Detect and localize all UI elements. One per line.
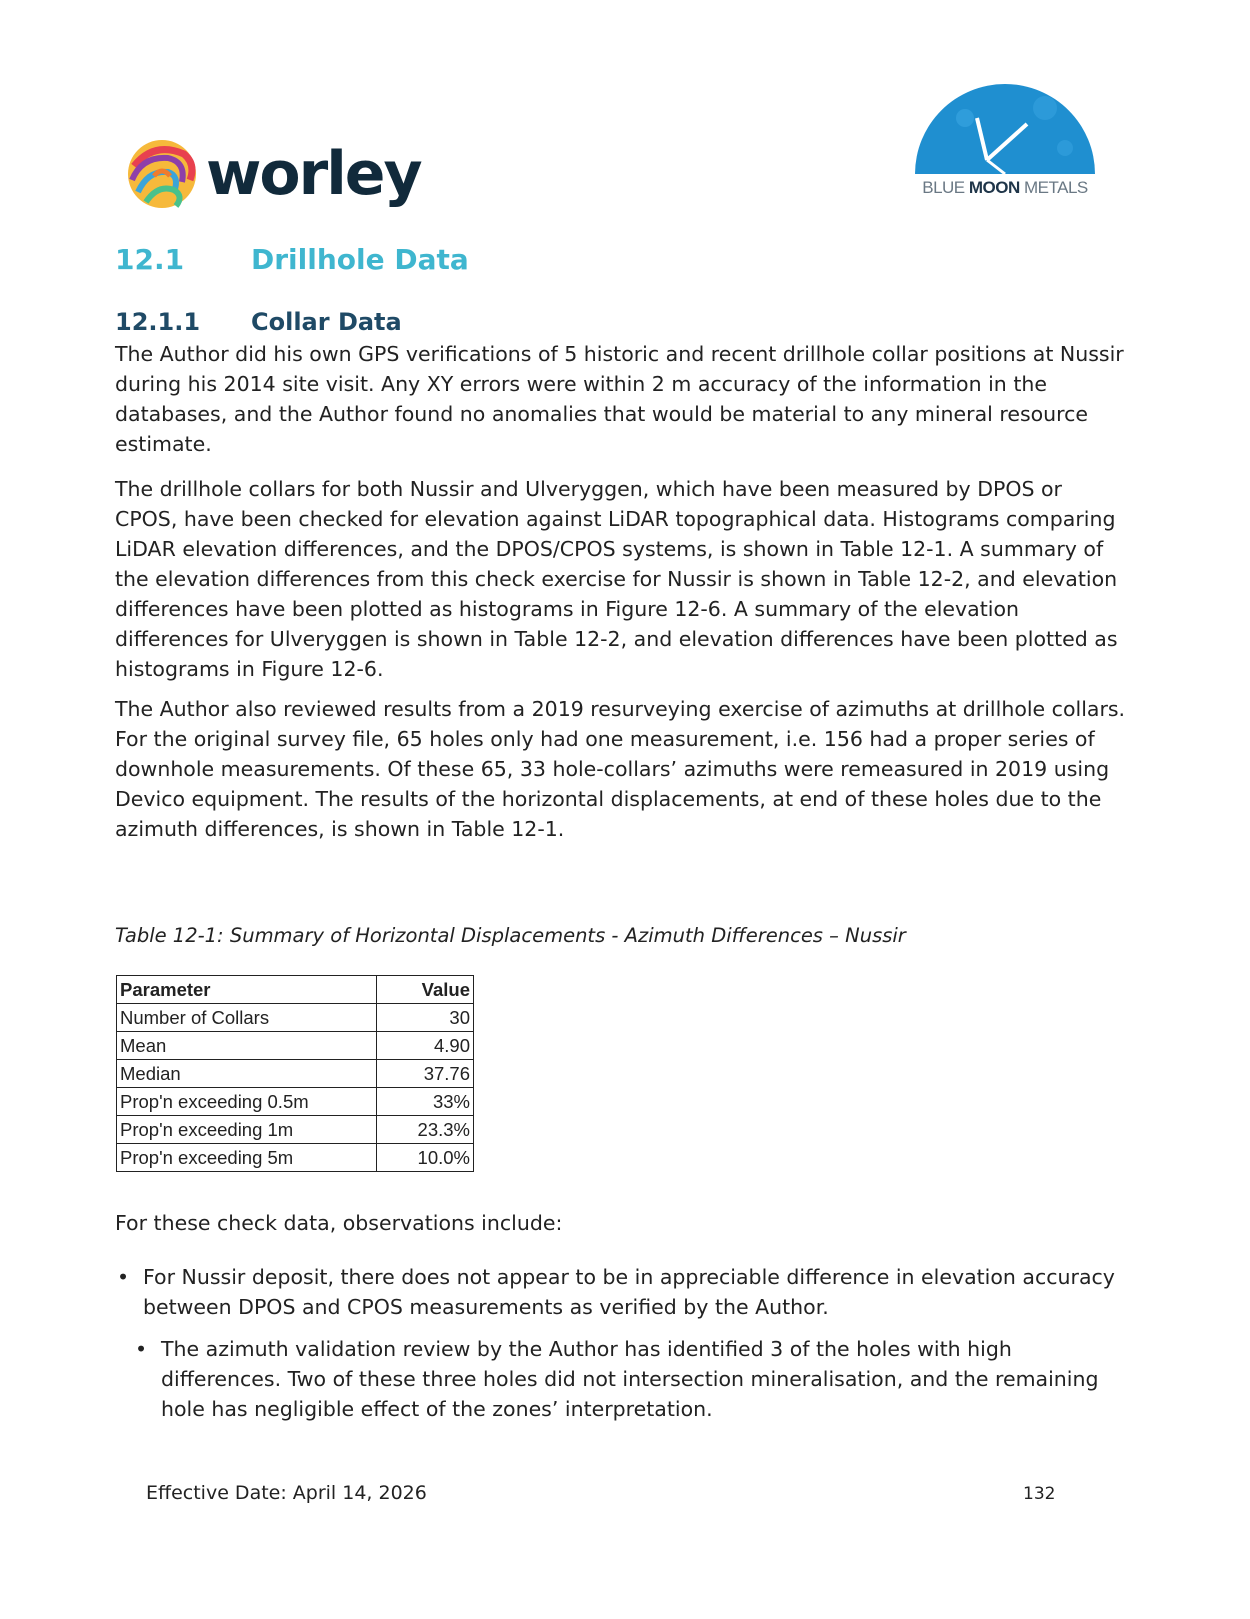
cell-parameter: Mean: [117, 1032, 377, 1060]
worley-swirl-icon: [124, 136, 200, 212]
cell-value: 33%: [377, 1088, 474, 1116]
paragraph-2: The drillhole collars for both Nussir and Ulveryggen, which have been measured by DPOS or CPOS, have been checked for elevation against LiDAR topographical data. Histograms comparing LiDAR elevation differences, and the DPOS/CPOS systems, is shown in Table 12-1. A summary of the elevation differences from this check exercise for Nussir is shown in Table 12-2, and elevation differences have been plotted as histograms in Figure 12-6. A summary of the elevation differences for Ulveryggen is shown in Table 12-2, and elevation differences have been plotted as histograms in Figure 12-6.: [115, 477, 1118, 681]
table-caption: Table 12-1: Summary of Horizontal Displacements - Azimuth Differences – Nussir: [115, 924, 906, 947]
worley-wordmark: worley: [206, 139, 421, 209]
blue-moon-metals-wordmark: BLUE MOON METALS: [922, 178, 1088, 197]
subsection-heading: [115, 308, 402, 336]
section-heading: [115, 243, 469, 276]
table-header-row: [117, 976, 474, 1004]
list-item: • The azimuth validation review by the Author has identified 3 of the holes with high differences. Two of these three holes did not intersection mineralisation, and the remaining hole has negligible effect of the zones’ interpretation.: [133, 1334, 1115, 1424]
worley-logo: [124, 136, 421, 212]
cell-parameter: Prop'n exceeding 5m: [117, 1144, 377, 1172]
table-row: [117, 1004, 474, 1032]
paragraph-3: The Author also reviewed results from a 2019 resurveying exercise of azimuths at drillhole collars. For the original survey file, 65 holes only had one measurement, i.e. 156 had a proper series of downhole measurements. Of these 65, 33 hole-collars’ azimuths were remeasured in 2019 using Devico equipment. The results of the horizontal displacements, at end of these holes due to the azimuth differences, is shown in Table 12-1.: [115, 697, 1126, 841]
cell-parameter: Prop'n exceeding 0.5m: [117, 1088, 377, 1116]
cell-parameter: Prop'n exceeding 1m: [117, 1116, 377, 1144]
cell-parameter: Number of Collars: [117, 1004, 377, 1032]
page-number: 132: [1023, 1484, 1056, 1504]
cell-parameter: Median: [117, 1060, 377, 1088]
subsection-number: 12.1.1: [115, 308, 201, 336]
displacement-table: [116, 975, 474, 1172]
observations-list: [115, 1262, 1115, 1436]
section-number: 12.1: [115, 243, 185, 276]
cell-value: 10.0%: [377, 1144, 474, 1172]
section-title: Drillhole Data: [251, 243, 469, 276]
subsection-title: Collar Data: [251, 308, 402, 336]
table-row: [117, 1116, 474, 1144]
table-row: [117, 1144, 474, 1172]
blue-moon-metals-logo: [905, 78, 1105, 208]
cell-value: 4.90: [377, 1032, 474, 1060]
list-item: • For Nussir deposit, there does not appear to be in appreciable difference in elevation accuracy between DPOS and CPOS measurements as verified by the Author.: [115, 1262, 1115, 1322]
table-row: [117, 1088, 474, 1116]
paragraph-1: The Author did his own GPS verifications of 5 historic and recent drillhole collar positions at Nussir during his 2014 site visit. Any XY errors were within 2 m accuracy of the information in the databases, and the Author found no anomalies that would be material to any mineral resource estimate.: [115, 342, 1124, 456]
column-header-parameter: Parameter: [117, 976, 377, 1004]
observations-intro: For these check data, observations include:: [115, 1211, 563, 1235]
blue-moon-icon: [905, 78, 1105, 178]
cell-value: 30: [377, 1004, 474, 1032]
cell-value: 23.3%: [377, 1116, 474, 1144]
cell-value: 37.76: [377, 1060, 474, 1088]
table-row: [117, 1032, 474, 1060]
effective-date: Effective Date: April 14, 2026: [146, 1482, 427, 1504]
column-header-value: Value: [377, 976, 474, 1004]
table-row: [117, 1060, 474, 1088]
